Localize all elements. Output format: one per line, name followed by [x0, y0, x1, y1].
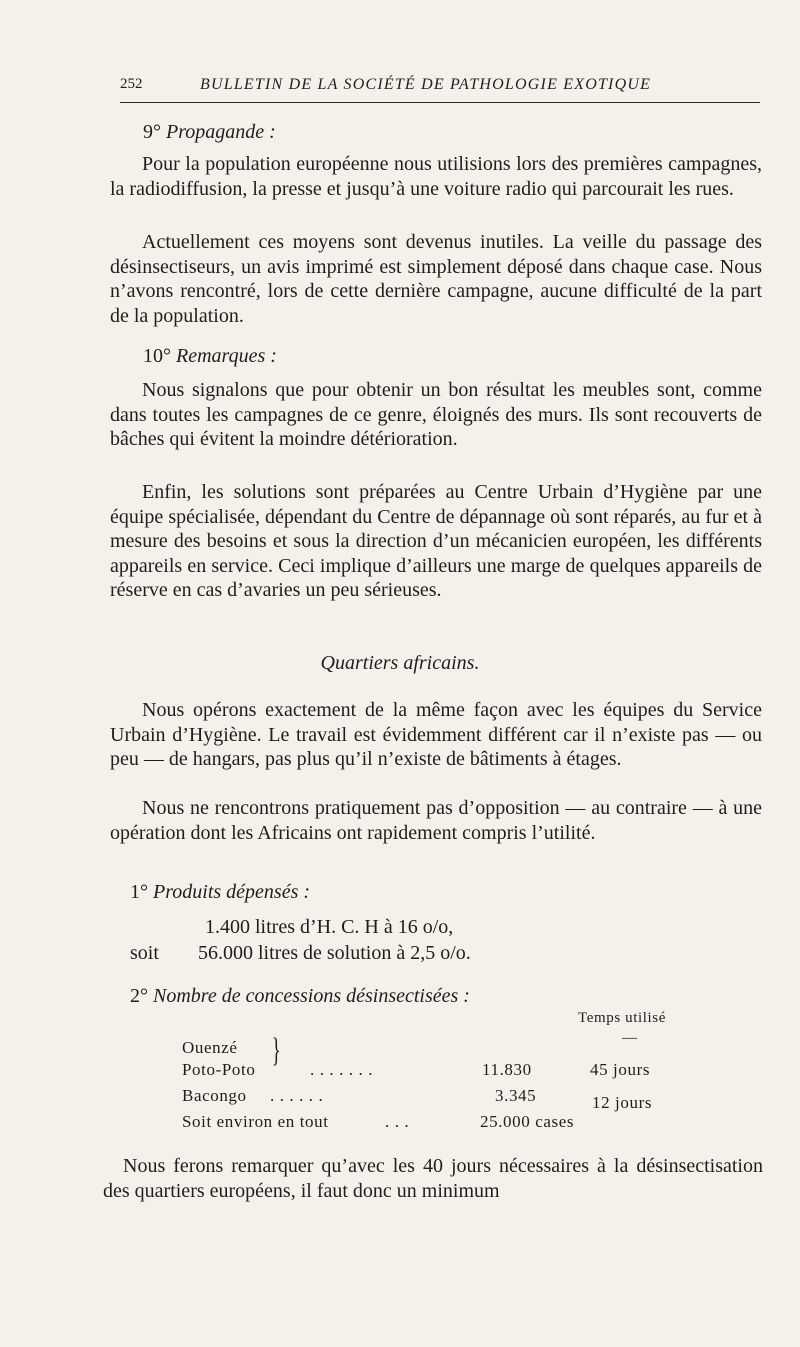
produits-soit: soit	[130, 942, 159, 964]
bacongo-time: 12 jours	[592, 1093, 653, 1112]
column-header-temps: Temps utilisé	[578, 1010, 666, 1026]
row-label-ouenze: Ouenzé	[182, 1038, 238, 1057]
bacongo-count: 3.345	[495, 1086, 537, 1105]
leader-dots: . . .	[385, 1112, 410, 1131]
section-number: 9°	[143, 121, 161, 143]
group-time: 45 jours	[590, 1060, 651, 1079]
section-heading-propagande	[143, 120, 276, 145]
row-label-bacongo: Bacongo	[182, 1086, 247, 1105]
section-title: Produits dépensés :	[153, 881, 311, 903]
section-number: 2°	[130, 985, 148, 1007]
subsection-heading-quartiers: Quartiers africains.	[320, 652, 480, 674]
total-value: 25.000 cases	[480, 1112, 575, 1131]
paragraph-closing: Nous ferons remarquer qu’avec les 40 jours nécessaires à la désinsectisation des quartiers européens, il faut donc un minimum	[103, 1155, 763, 1202]
paragraph-propagande-1: Pour la population européenne nous utilisions lors des premières campagnes, la radiodiffusion, la presse et jusqu’à une voiture radio qui parcourait les rues.	[110, 153, 762, 200]
produits-line-1: 1.400 litres d’H. C. H à 16 o/o,	[205, 916, 454, 938]
paragraph-remarques-1: Nous signalons que pour obtenir un bon résultat les meubles sont, comme dans toutes les campagnes de ce genre, éloignés des murs. Ils sont recouverts de bâches qui évitent la moindre détérioration.	[110, 379, 762, 450]
group-count: 11.830	[482, 1060, 532, 1079]
leader-dots: . . . . . .	[270, 1086, 324, 1105]
produits-line-2: 56.000 litres de solution à 2,5 o/o.	[198, 942, 471, 964]
section-title: Remarques :	[176, 345, 277, 367]
brace-icon: }	[271, 1032, 282, 1069]
paragraph-propagande-2: Actuellement ces moyens sont devenus inutiles. La veille du passage des désinsectiseurs, un avis imprimé est simplement déposé dans chaque case. Nous n’avons rencontré, lors de cette dernière campagne, aucune difficulté de la part de la population.	[110, 231, 762, 327]
row-label-total: Soit environ en tout	[182, 1112, 329, 1131]
paragraph-quartiers-2: Nous ne rencontrons pratiquement pas d’opposition — au contraire — à une opération dont les Africains ont rapidement compris l’utilité.	[110, 797, 762, 844]
journal-title: BULLETIN DE LA SOCIÉTÉ DE PATHOLOGIE EXOTIQUE	[200, 76, 652, 93]
leader-dots: . . . . . . .	[310, 1060, 374, 1079]
row-label-poto-poto: Poto-Poto	[182, 1060, 256, 1079]
paragraph-quartiers-1: Nous opérons exactement de la même façon avec les équipes du Service Urbain d’Hygiène. Le travail est évidemment différent car il n’existe pas — ou peu — de hangars, pas plus qu’il n’existe de bâtiments à étages.	[110, 699, 762, 770]
running-header	[120, 72, 760, 103]
section-heading-remarques	[143, 344, 277, 369]
column-header-dash: —	[622, 1030, 638, 1046]
section-number: 1°	[130, 881, 148, 903]
section-number: 10°	[143, 345, 171, 367]
section-heading-concessions	[130, 984, 470, 1009]
section-title: Propagande :	[166, 121, 276, 143]
section-title: Nombre de concessions désinsectisées :	[153, 985, 470, 1007]
section-heading-produits	[130, 880, 310, 905]
page-number: 252	[120, 76, 143, 92]
paragraph-remarques-2: Enfin, les solutions sont préparées au Centre Urbain d’Hygiène par une équipe spécialisée, dépendant du Centre de dépannage où sont réparés, au fur et à mesure des besoins et sous la direction d’un mécanicien européen, les différents appareils en service. Ceci implique d’ailleurs une marge de quelques appareils de réserve en cas d’avaries un peu sérieuses.	[110, 481, 762, 601]
